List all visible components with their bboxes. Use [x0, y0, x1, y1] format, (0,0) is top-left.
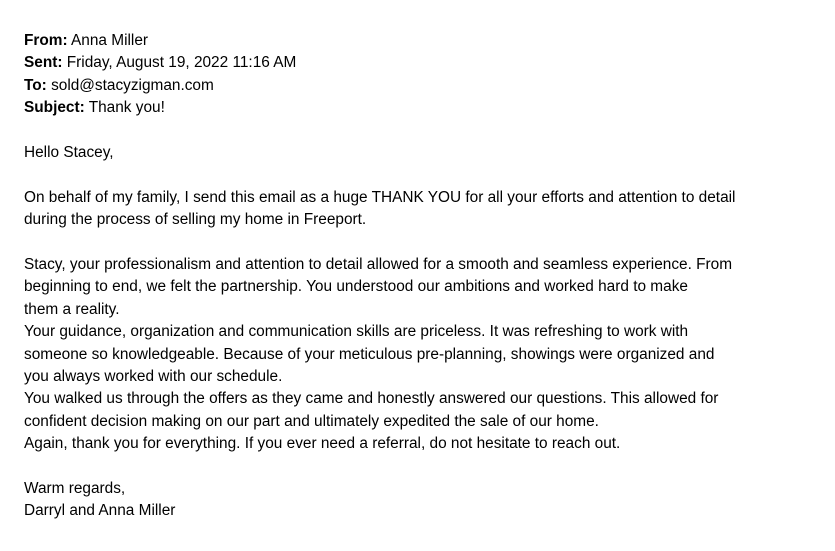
paragraph-1	[24, 187, 814, 232]
paragraph-2	[24, 254, 814, 456]
from-label: From:	[24, 32, 68, 49]
sent-value: Friday, August 19, 2022 11:16 AM	[62, 54, 297, 72]
text-line: Stacy, your professionalism and attention to detail allowed for a smooth and seamless experience. From	[24, 256, 733, 274]
to-value: sold@stacyzigman.com	[46, 76, 214, 94]
to-label: To:	[24, 76, 47, 94]
sent-label: Sent:	[24, 54, 63, 72]
text-line: Again, thank you for everything. If you ever need a referral, do not hesitate to reach out.	[24, 435, 621, 453]
email-header	[24, 30, 814, 120]
email-message	[24, 30, 814, 523]
sent-line	[24, 52, 814, 74]
text-line: You walked us through the offers as they came and honestly answered our questions. This allowed for	[24, 390, 719, 408]
text-line: you always worked with our schedule.	[24, 368, 283, 386]
text-line: someone so knowledgeable. Because of your meticulous pre-planning, showings were organized and	[24, 345, 715, 363]
text-line: confident decision making on our part and ultimately expedited the sale of our home.	[24, 412, 599, 430]
greeting: Hello Stacey,	[24, 144, 114, 162]
signature: Darryl and Anna Miller	[24, 502, 176, 520]
subject-label: Subject:	[24, 99, 85, 117]
subject-line	[24, 97, 814, 119]
text-line: On behalf of my family, I send this email as a huge THANK YOU for all your efforts and attention to detail	[24, 188, 736, 206]
closing: Warm regards,	[24, 480, 126, 498]
text-line: beginning to end, we felt the partnership. You understood our ambitions and worked hard to make	[24, 278, 688, 296]
text-line: Your guidance, organization and communication skills are priceless. It was refreshing to work with	[24, 323, 689, 341]
subject-value: Thank you!	[84, 99, 165, 117]
from-value: Anna Miller	[67, 32, 149, 49]
from-line	[24, 30, 814, 52]
text-line: them a reality.	[24, 300, 120, 318]
to-line	[24, 75, 814, 97]
text-line: during the process of selling my home in Freeport.	[24, 211, 367, 229]
